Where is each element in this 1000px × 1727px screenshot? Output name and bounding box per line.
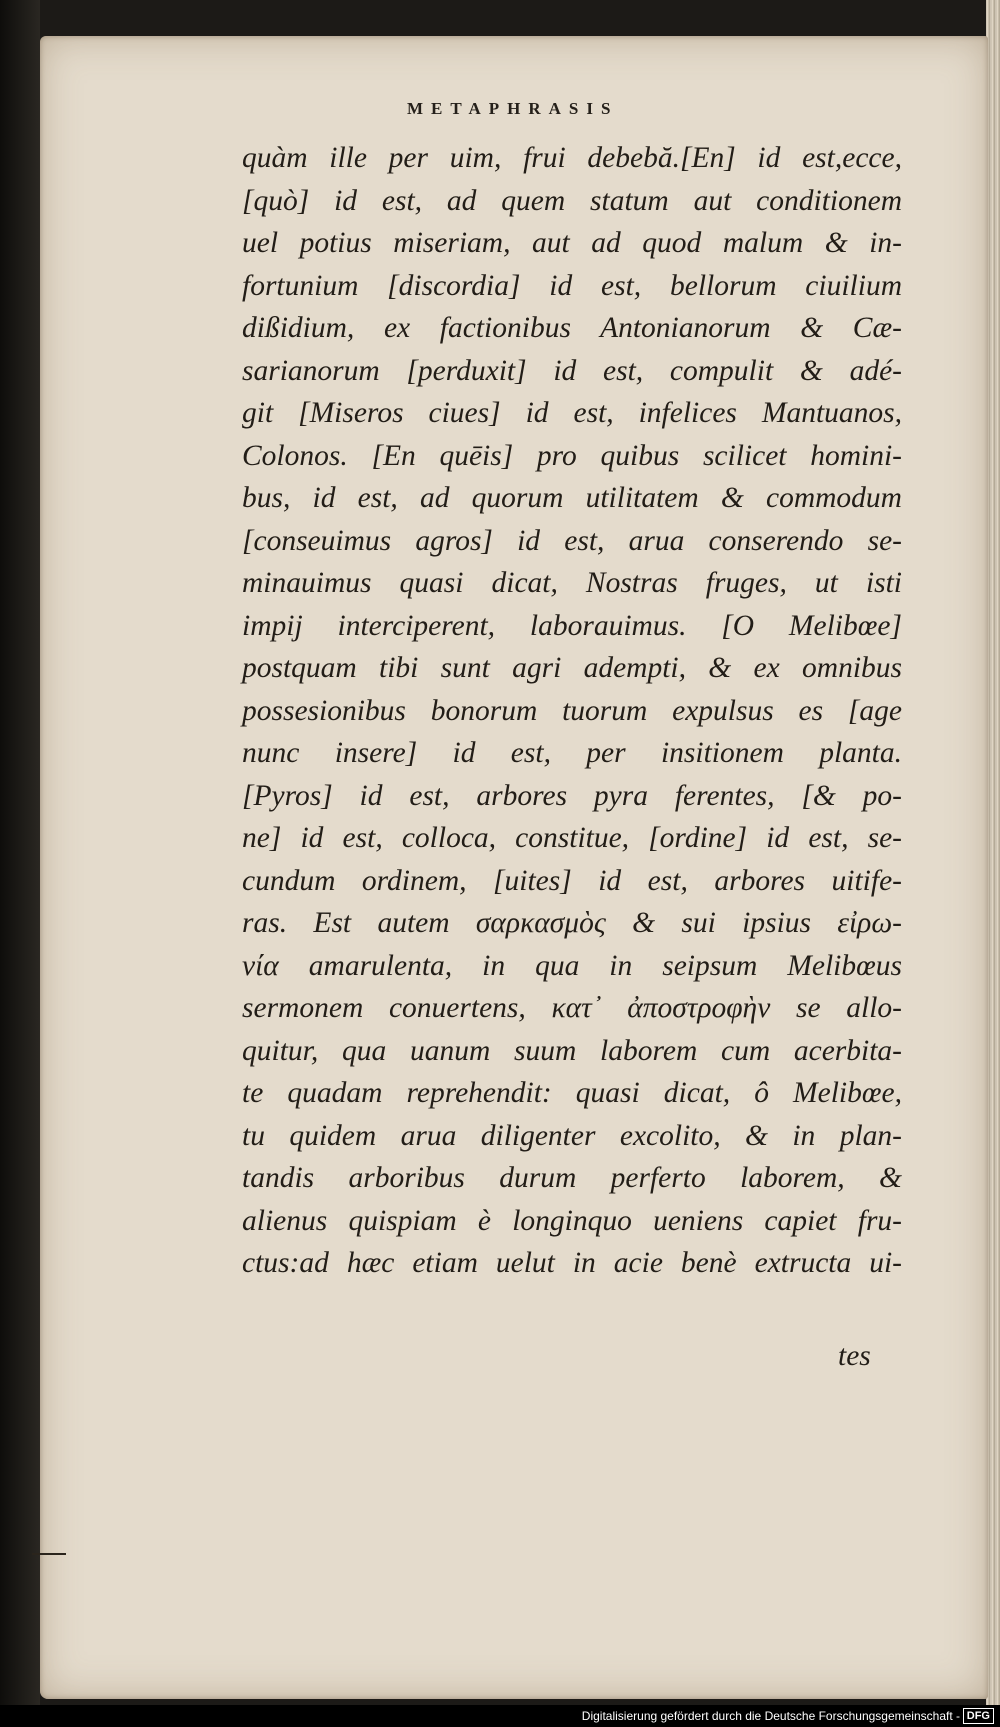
text-line: dißidium, ex factionibus Antonianorum & Cæ- (242, 312, 902, 344)
text-line: git [Miseros ciues] id est, infelices Mantuanos, (242, 397, 902, 429)
text-line: quitur, qua uanum suum laborem cum acerbita- (242, 1034, 902, 1067)
text-line: possesionibus bonorum tuorum expulsus es [age (242, 694, 902, 727)
footer-bar (0, 1705, 1000, 1727)
text-line: [quò] id est, ad quem statum aut conditionem (242, 184, 902, 217)
text-line: bus, id est, ad quorum utilitatem & commodum (242, 482, 902, 514)
funding-credit: Digitalisierung gefördert durch die Deutsche Forschungsgemeinschaft - (581, 1709, 960, 1723)
text-line: fortunium [discordia] id est, bellorum ciuilium (242, 269, 902, 302)
text-line: ne] id est, colloca, constitue, [ordine] id est, se- (242, 822, 902, 854)
text-line: sarianorum [perduxit] id est, compulit & adé- (242, 354, 902, 387)
text-line: sermonem conuertens, κατ᾽ ἀποστροφὴν se allo- (242, 992, 902, 1024)
margin-mark (32, 1553, 66, 1555)
text-line: Colonos. [En quēis] pro quibus scilicet homini- (242, 439, 902, 472)
text-line: cundum ordinem, [uites] id est, arbores uitife- (242, 864, 902, 897)
catchword: tes (838, 1340, 871, 1372)
text-line: minauimus quasi dicat, Nostras fruges, ut isti (242, 567, 902, 599)
text-line: tu quidem arua diligenter excolito, & in plan- (242, 1119, 902, 1152)
page-stack-edge (986, 0, 1000, 1727)
text-line: quàm ille per uim, frui debebă.[En] id est,ecce, (242, 142, 902, 174)
text-line: [Pyros] id est, arbores pyra ferentes, [& po- (242, 779, 902, 812)
text-line: ctus:ad hæc etiam uelut in acie benè extructa ui- (242, 1247, 902, 1279)
text-line: te quadam reprehendit: quasi dicat, ô Melibœe, (242, 1077, 902, 1109)
text-line: uel potius miseriam, aut ad quod malum & in- (242, 227, 902, 259)
book-gutter (0, 0, 40, 1727)
text-line: nunc insere] id est, per insitionem planta. (242, 737, 902, 769)
text-line: tandis arboribus durum perferto laborem, & (242, 1162, 902, 1194)
text-line: νία amarulenta, in qua in seipsum Melibœus (242, 949, 902, 982)
dfg-logo: DFG (963, 1708, 994, 1724)
running-head: METAPHRASIS (407, 99, 619, 118)
text-line: ras. Est autem σαρκασμὸς & sui ipsius εἰρω- (242, 907, 902, 939)
body-text (242, 137, 902, 1285)
text-line: impij interciperent, laborauimus. [O Melibœe] (242, 609, 902, 642)
text-line: [conseuimus agros] id est, arua conserendo se- (242, 524, 902, 557)
text-line: postquam tibi sunt agri adempti, & ex omnibus (242, 652, 902, 684)
text-line: alienus quispiam è longinquo ueniens capiet fru- (242, 1204, 902, 1237)
